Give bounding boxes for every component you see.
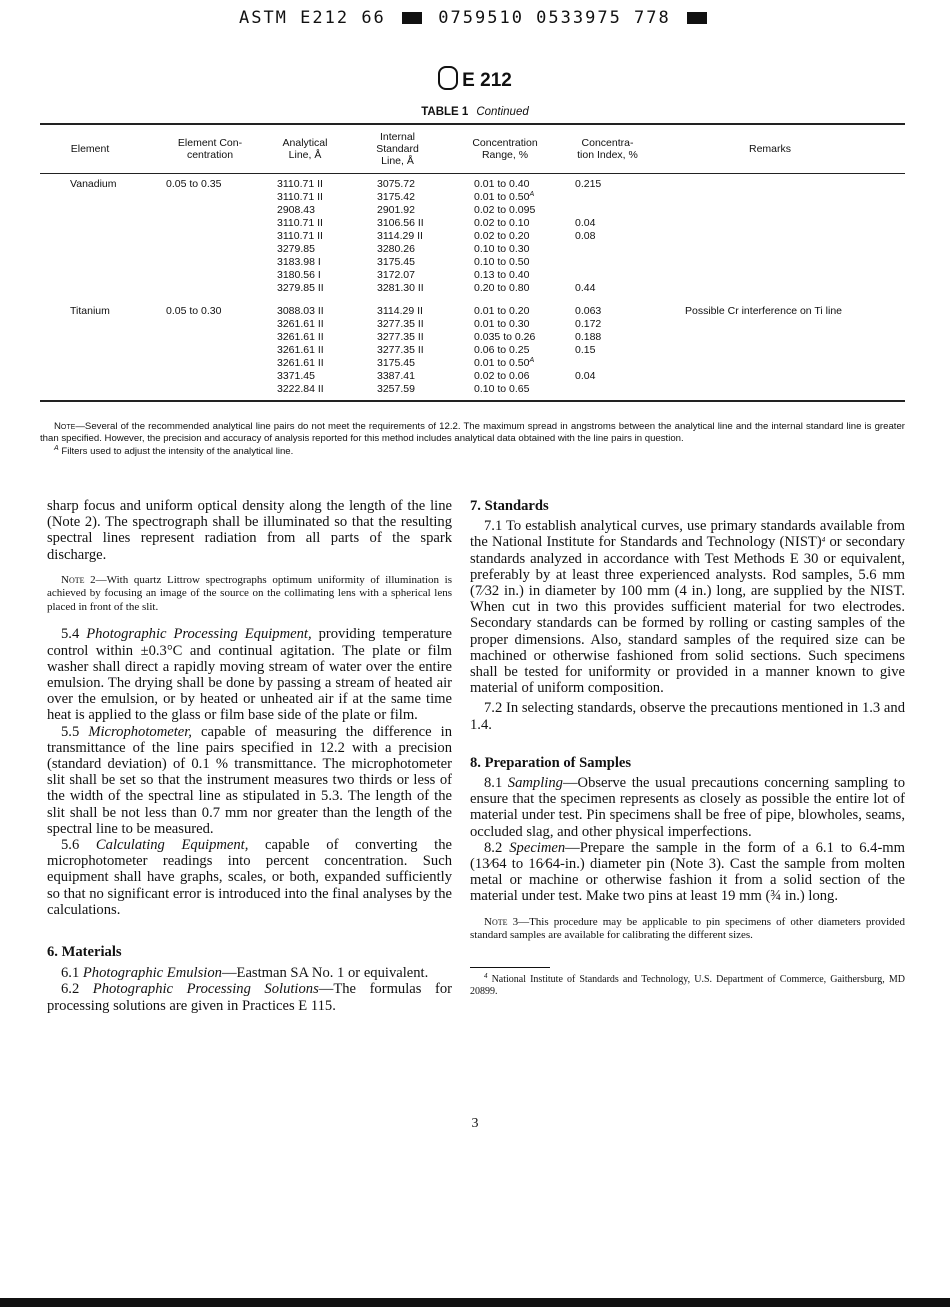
page-number: 3 [471, 1116, 479, 1131]
concentration-index-cell: 0.44 [575, 282, 596, 294]
footnote-text: National Institute of Standards and Technology, U.S. Department of Commerce, Gaithersburg, MD 20899. [470, 973, 905, 998]
range-cell [474, 305, 529, 318]
range-cell [474, 204, 535, 217]
text: capable of measuring the difference in transmittance of the line pairs specified in 12.2 with a precision (standard deviation) of 0.1 % transmittance. The microphotometer slit shall be set so that the instrument measures two thirds or less of the width of the spectral line as stipulated in 5.3. The length of the slit shall be not less than 0.7 mm nor greater than the length of the spectral line to be measured. [47, 723, 453, 837]
range-value: 0.01 to 0.30 [474, 318, 530, 330]
astm-logo-icon [438, 66, 458, 90]
bottom-border [0, 1298, 950, 1307]
column-header: Analytical Line, Å [282, 137, 328, 161]
note-text: —Several of the recommended analytical line pairs do not meet the requirements of 12.2. The maximum spread in angstroms between the analytical line and the internal standard line is greater than specified. However, the precision and accuracy of analysis reported for this method includes analytical data obtained with the line pairs in question. [40, 421, 905, 444]
analytical-line-cell: 3279.85 [277, 243, 315, 255]
remarks-cell: Possible Cr interference on Ti line [685, 305, 842, 317]
range-cell [474, 269, 529, 282]
range-value: 0.02 to 0.10 [474, 217, 530, 229]
analytical-line-cell: 3110.71 II [277, 230, 323, 242]
internal-standard-cell: 3175.45 [377, 357, 415, 369]
paragraph: sharp focus and uniform optical density along the length of the line (Note 2). The spectrograph shall be illuminated so that the resulting spectral lines represent radiation from all parts of the spark discharge. [47, 498, 452, 563]
title: Sampling [507, 775, 563, 792]
note-label: Note 3 [484, 915, 519, 928]
analytical-line-cell: 3110.71 II [277, 178, 323, 190]
concentration-index-cell: 0.08 [575, 230, 596, 242]
internal-standard-cell: 3075.72 [377, 178, 415, 190]
note-3 [470, 916, 905, 943]
column-header: Concentra- tion Index, % [577, 137, 638, 161]
analytical-line-cell: 3279.85 II [277, 282, 324, 294]
range-value: 0.20 to 0.80 [474, 282, 530, 294]
section-6-1 [47, 965, 452, 981]
table-row [40, 204, 905, 217]
table-row [40, 256, 905, 269]
analytical-line-cell: 2908.43 [277, 204, 315, 216]
text: 7.1 To establish analytical curves, use primary standards available from the National Institute for Standards and Technology (NIST) [470, 518, 905, 551]
column-header: Remarks [748, 143, 791, 155]
table-row [40, 318, 905, 331]
table-label: TABLE 1 [421, 106, 469, 118]
text: or secondary standards analyzed in accordance with Test Methods E 30 or equivalent, preferably by at least three experienced analysts. Rod samples, 5.6 mm (7⁄32 in.) in diameter by 100 mm (4 in.) long, are supplied by the NIST. When cut in two this provides sufficient material for two electrodes. Secondary standards can be formed by rolling or casting samples of the proper dimensions. Also, standard samples of the required size can be machined or otherwise fashioned from solid sections. Such specimens shall be tested for uniformity or provided in a manner known to give material of uniform composition. [470, 534, 905, 697]
column-header: Element Con- centration [177, 137, 243, 161]
document-code-header [0, 8, 950, 28]
range-cell [474, 256, 529, 269]
text: capable of converting the microphotometer readings into percent concentration. Such equipment shall have graphs, scales, or both, expanded sufficiently so that no significant error is introduced into the final analyses by the calculations. [47, 836, 453, 918]
footnote-mark: A [54, 445, 59, 452]
range-value: 0.035 to 0.26 [474, 331, 536, 343]
concentration-index-cell: 0.063 [575, 305, 602, 317]
analytical-line-cell: 3261.61 II [277, 331, 324, 343]
analytical-line-cell: 3180.56 I [277, 269, 321, 281]
text: providing temperature control within ±0.3°C and continual agitation. The plate or film washer shall direct a rapidly moving stream of water over the entire emulsion. The drying shall be done by passing a stream of heated air over the emulsion, or by heated or unheated air if at the same time heat is applied to the glass or film base side of the plate or film. [47, 626, 453, 724]
concentration-index-cell: 0.04 [575, 217, 596, 229]
num: 6.2 [61, 981, 93, 998]
range-cell [474, 178, 529, 191]
footnote-4 [470, 971, 905, 999]
footnote-ref: A [529, 357, 535, 364]
element-group [40, 178, 905, 295]
section-5-4 [47, 626, 452, 723]
element-group [40, 305, 905, 396]
range-cell [474, 331, 535, 344]
table-row [40, 191, 905, 204]
range-cell [474, 282, 529, 295]
table-body [40, 178, 905, 396]
analytical-line-cell: 3110.71 II [277, 217, 323, 229]
note-label: Note 2 [61, 573, 96, 586]
astm-logo-designation [0, 66, 950, 92]
code-mid: 0759510 0533975 778 [438, 8, 671, 28]
internal-standard-cell: 3175.42 [377, 191, 415, 203]
internal-standard-cell: 2901.92 [377, 204, 415, 216]
footnote-divider [470, 967, 550, 968]
black-block [402, 12, 422, 24]
footnote-ref: 4 [821, 536, 826, 545]
table-continued: Continued [476, 106, 529, 118]
data-table [40, 123, 905, 402]
text: —Eastman SA No. 1 or equivalent. [221, 965, 429, 982]
title: Calculating Equipment, [95, 836, 249, 853]
concentration-index-cell: 0.215 [575, 178, 602, 190]
column-header: Concentration Range, % [472, 137, 538, 161]
concentration-index-cell: 0.04 [575, 370, 596, 382]
range-cell [474, 191, 534, 204]
range-cell [474, 383, 529, 396]
range-value: 0.10 to 0.50 [474, 256, 530, 268]
range-cell [474, 370, 529, 383]
text: —The formulas for processing solutions are given in Practices E 115. [47, 981, 452, 1014]
heading-materials: 6. Materials [47, 943, 122, 960]
note-label: Note [54, 421, 76, 432]
range-value: 0.02 to 0.06 [474, 370, 530, 382]
range-value: 0.02 to 0.095 [474, 204, 536, 216]
element-cell: Titanium [70, 305, 110, 317]
title: Specimen [509, 839, 566, 856]
internal-standard-cell: 3281.30 II [377, 282, 424, 294]
section-5-6 [47, 837, 452, 918]
text: —Prepare the sample in the form of a 6.1 to 6.4-mm (13⁄64 to 16⁄64-in.) diameter pin (Note 3). Cast the sample from molten metal or machine or otherwise fashion it from a solid section of the material under test. Make two pins at least 19 mm (¾ in.) long. [470, 839, 906, 905]
internal-standard-cell: 3387.41 [377, 370, 415, 382]
section-7-1 [470, 518, 905, 696]
table-row [40, 344, 905, 357]
range-value: 0.10 to 0.30 [474, 243, 530, 255]
internal-standard-cell: 3257.59 [377, 383, 415, 395]
title: Photographic Processing Solutions [92, 981, 319, 998]
table-row [40, 217, 905, 230]
black-block [687, 12, 707, 24]
table-row [40, 230, 905, 243]
num: 6.1 [61, 965, 83, 982]
num: 5.5 [61, 723, 89, 740]
analytical-line-cell: 3371.45 [277, 370, 315, 382]
analytical-line-cell: 3261.61 II [277, 357, 324, 369]
range-cell [474, 243, 529, 256]
section-7-2: 7.2 In selecting standards, observe the precautions mentioned in 1.3 and 1.4. [470, 700, 905, 733]
internal-standard-cell: 3114.29 II [377, 305, 423, 317]
range-cell [474, 318, 529, 331]
internal-standard-cell: 3277.35 II [377, 331, 424, 343]
table-row [40, 269, 905, 282]
table-row [40, 178, 905, 191]
footnote-text: Filters used to adjust the intensity of the analytical line. [58, 446, 294, 457]
concentration-index-cell: 0.15 [575, 344, 596, 356]
table-row [40, 357, 905, 370]
note-text: —With quartz Littrow spectrographs optimum uniformity of illumination is achieved by focusing an image of the source on the collimating lens with a spherical lens placed in front of the slit. [47, 573, 452, 613]
range-cell [474, 357, 534, 370]
internal-standard-cell: 3280.26 [377, 243, 415, 255]
internal-standard-cell: 3277.35 II [377, 344, 424, 356]
internal-standard-cell: 3172.07 [377, 269, 415, 281]
analytical-line-cell: 3222.84 II [277, 383, 324, 395]
section-5-5 [47, 724, 452, 837]
table-row [40, 243, 905, 256]
title: Photographic Emulsion [82, 965, 222, 982]
internal-standard-cell: 3114.29 II [377, 230, 423, 242]
title: Photographic Processing Equipment, [86, 626, 312, 643]
table-row [40, 282, 905, 295]
footnote-ref: A [529, 191, 535, 198]
heading-standards: 7. Standards [470, 498, 549, 514]
heading-preparation: 8. Preparation of Samples [470, 754, 632, 771]
analytical-line-cell: 3261.61 II [277, 344, 324, 356]
internal-standard-cell: 3277.35 II [377, 318, 424, 330]
table-caption [0, 106, 950, 118]
concentration-index-cell: 0.188 [575, 331, 602, 343]
range-cell [474, 217, 529, 230]
range-value: 0.10 to 0.65 [474, 383, 530, 395]
range-value: 0.02 to 0.20 [474, 230, 530, 242]
analytical-line-cell: 3110.71 II [277, 191, 323, 203]
element-cell: Vanadium [70, 178, 117, 190]
table-row [40, 370, 905, 383]
range-value: 0.13 to 0.40 [474, 269, 530, 281]
section-8-1 [470, 775, 905, 840]
section-6-2 [47, 981, 452, 1013]
concentration-index-cell: 0.172 [575, 318, 602, 330]
title: Microphotometer, [88, 723, 192, 740]
right-column [470, 498, 905, 999]
column-header: Internal Standard Line, Å [376, 131, 419, 167]
concentration-cell: 0.05 to 0.35 [166, 178, 222, 190]
left-column [47, 498, 452, 1014]
note-2 [47, 574, 452, 615]
table-row [40, 305, 905, 318]
table-row [40, 331, 905, 344]
range-cell [474, 230, 529, 243]
designation: E 212 [462, 70, 512, 91]
analytical-line-cell: 3183.98 I [277, 256, 321, 268]
range-cell [474, 344, 529, 357]
num: 5.6 [61, 836, 96, 853]
table-header [40, 125, 905, 174]
internal-standard-cell: 3175.45 [377, 256, 415, 268]
analytical-line-cell: 3261.61 II [277, 318, 324, 330]
concentration-cell: 0.05 to 0.30 [166, 305, 222, 317]
num: 8.1 [484, 775, 508, 792]
internal-standard-cell: 3106.56 II [377, 217, 424, 229]
analytical-line-cell: 3088.03 II [277, 305, 324, 317]
code-left: ASTM E212 66 [238, 8, 386, 28]
range-value: 0.01 to 0.50 [474, 357, 530, 369]
text: —Observe the usual precautions concerning sampling to ensure that the specimen represents as closely as possible the entire lot of material under test. Pin specimens shall be free of pipe, blowholes, seams, occluded slag, and other physical imperfections. [470, 775, 905, 840]
range-value: 0.01 to 0.20 [474, 305, 530, 317]
num: 5.4 [61, 626, 87, 643]
range-value: 0.01 to 0.50 [474, 191, 530, 203]
range-value: 0.06 to 0.25 [474, 344, 530, 356]
column-header: Element [70, 143, 110, 155]
table-note [40, 421, 905, 458]
section-8-2 [470, 840, 905, 905]
num: 8.2 [484, 839, 510, 856]
footnote-mark: 4 [484, 971, 488, 980]
note-text: —This procedure may be applicable to pin specimens of other diameters provided standard samples are available for calibrating the different sizes. [470, 915, 906, 942]
table-row [40, 383, 905, 396]
range-value: 0.01 to 0.40 [474, 178, 530, 190]
